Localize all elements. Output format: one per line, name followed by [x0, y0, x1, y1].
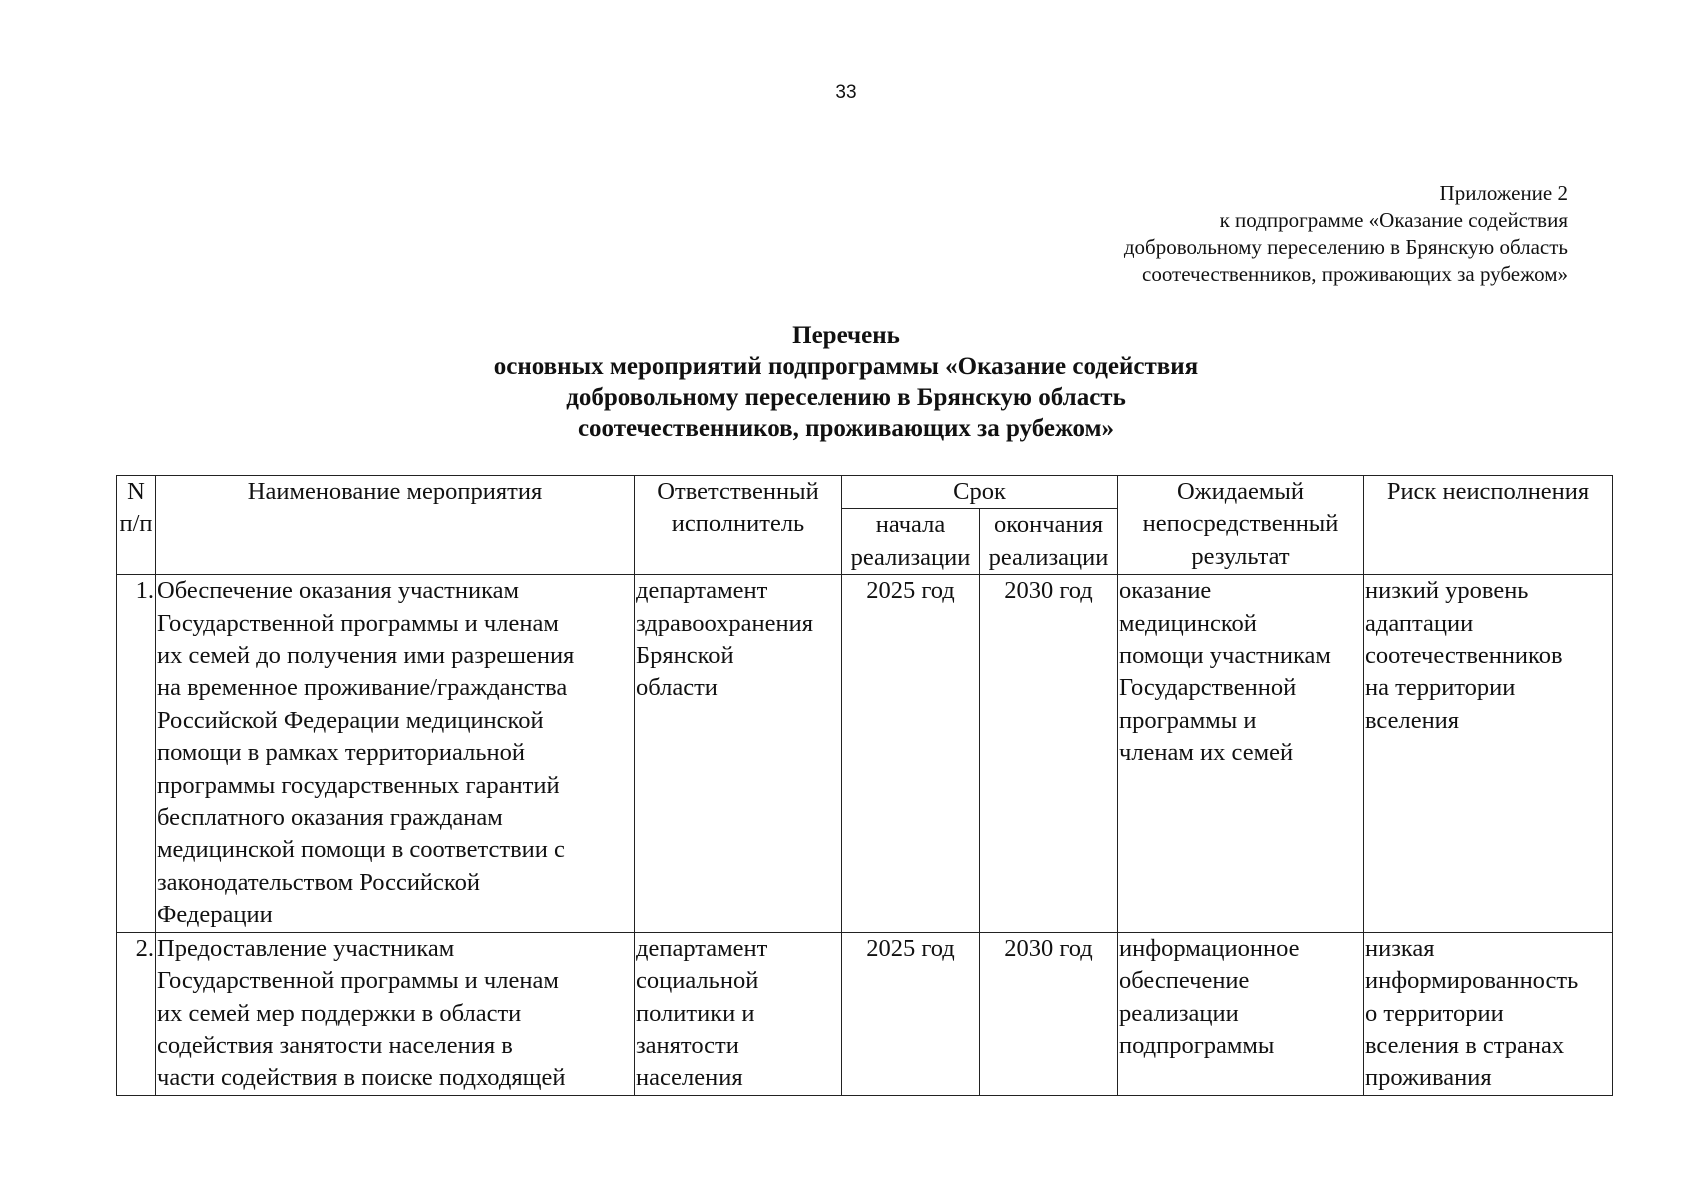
header-name: Наименование мероприятия [156, 476, 635, 575]
appendix-line: добровольному переселению в Брянскую область [1123, 235, 1568, 259]
row-number: 1. [117, 575, 156, 932]
appendix-note [1008, 180, 1568, 288]
expected-result: информационное обеспечение реализации подпрограммы [1118, 932, 1364, 1095]
expected-result: оказание медицинской помощи участникам Государственной программы и членам их семей [1118, 575, 1364, 932]
header-responsible: Ответственный исполнитель [635, 476, 842, 575]
header-number: N п/п [117, 476, 156, 575]
table-row [117, 932, 1613, 1095]
table-row [117, 575, 1613, 932]
header-term: Срок [842, 476, 1118, 509]
measure-name: Обеспечение оказания участникам Государственной программы и членам их семей до получения ими разрешения на временное проживание/гражданства Российской Федерации медицинской помощи в рамках территориальной программы государственных гарантий бесплатного оказания гражданам медицинской помощи в соответствии с законодательством Российской Федерации [156, 575, 635, 932]
risk: низкий уровень адаптации соотечественников на территории вселения [1364, 575, 1613, 932]
row-number: 2. [117, 932, 156, 1095]
start-year: 2025 год [842, 932, 980, 1095]
header-result: Ожидаемый непосредственный результат [1118, 476, 1364, 575]
title-line: Перечень [792, 322, 900, 349]
header-start: начала реализации [842, 509, 980, 575]
responsible-executor: департамент социальной политики и занятости населения [635, 932, 842, 1095]
title-line: добровольному переселению в Брянскую область [566, 384, 1126, 411]
appendix-line: к подпрограмме «Оказание содействия [1219, 208, 1568, 232]
responsible-executor: департамент здравоохранения Брянской области [635, 575, 842, 932]
page-number: 33 [835, 82, 857, 103]
appendix-line: Приложение 2 [1439, 181, 1568, 205]
end-year: 2030 год [980, 575, 1118, 932]
header-risk: Риск неисполнения [1364, 476, 1613, 575]
appendix-line: соотечественников, проживающих за рубежом» [1142, 262, 1568, 286]
title-line: основных мероприятий подпрограммы «Оказание содействия [493, 353, 1199, 380]
measure-name: Предоставление участникам Государственной программы и членам их семей мер поддержки в области содействия занятости населения в части содействия в поиске подходящей [156, 932, 635, 1095]
title-line: соотечественников, проживающих за рубежом» [577, 415, 1115, 442]
end-year: 2030 год [980, 932, 1118, 1095]
header-end: окончания реализации [980, 509, 1118, 575]
risk: низкая информированность о территории вселения в странах проживания [1364, 932, 1613, 1095]
measures-table [116, 475, 1613, 1096]
document-title [0, 320, 1692, 444]
start-year: 2025 год [842, 575, 980, 932]
